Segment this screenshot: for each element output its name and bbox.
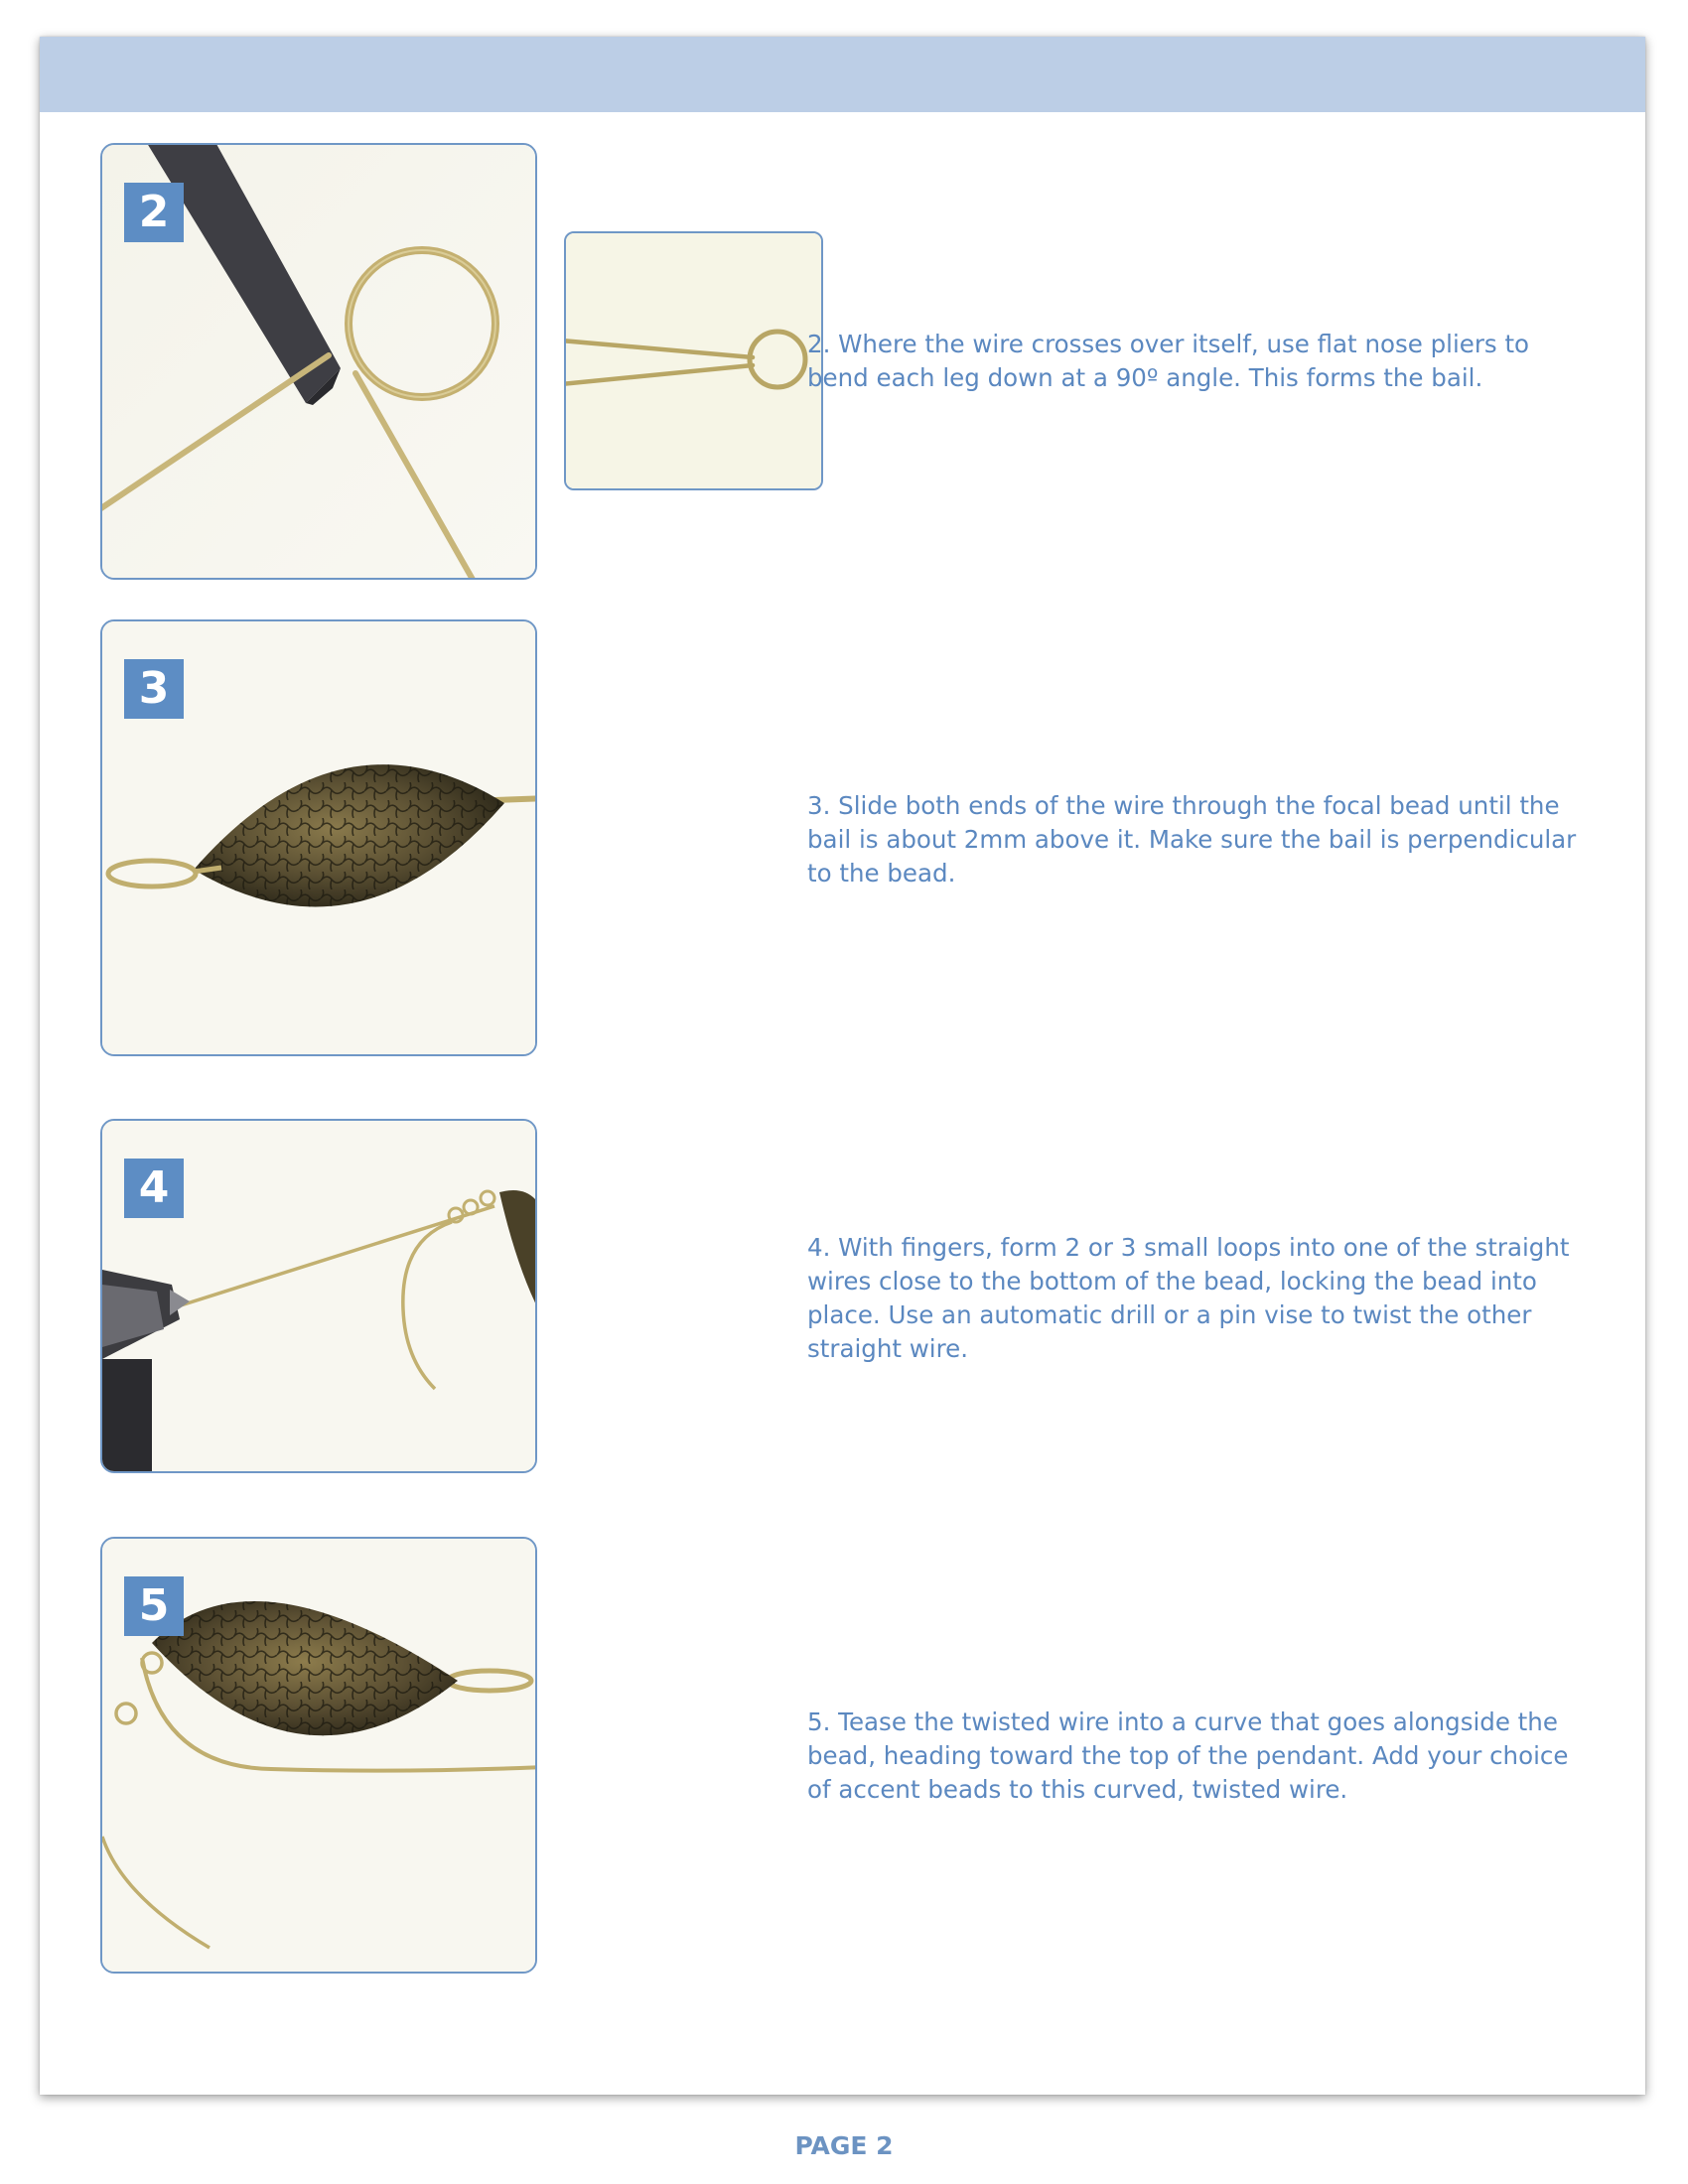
step-number-badge: 4: [124, 1159, 184, 1218]
page-number: PAGE 2: [794, 2131, 894, 2160]
step-3-photo: [100, 619, 537, 1056]
bail-loop-illustration: [566, 233, 823, 490]
header-band: [40, 37, 1645, 112]
step-5-photo: [100, 1537, 537, 1974]
step-5-instructions: 5. Tease the twisted wire into a curve that goes alongside the bead, heading toward the top of the pendant. Add your choice of accent beads to this curved, twisted wire.: [807, 1707, 1569, 1804]
step-number-badge: 2: [124, 183, 184, 242]
step-4-photo: [100, 1119, 537, 1473]
step-2-photo: [100, 143, 537, 580]
step-number-badge: 5: [124, 1576, 184, 1636]
step-4-instructions: 4. With fingers, form 2 or 3 small loops into one of the straight wires close to the bottom of the bead, locking the bead into place. Use an automatic drill or a pin vise to twist the other straight wire.: [807, 1233, 1570, 1363]
step-2-instructions: 2. Where the wire crosses over itself, use flat nose pliers to bend each leg down at a 90º angle. This forms the bail.: [807, 330, 1530, 392]
step-number-badge: 3: [124, 659, 184, 719]
step-2-inset-photo: [564, 231, 823, 490]
step-3-instructions: 3. Slide both ends of the wire through the focal bead until the bail is about 2mm above it. Make sure the bail is perpendicular to the bead.: [807, 791, 1577, 887]
